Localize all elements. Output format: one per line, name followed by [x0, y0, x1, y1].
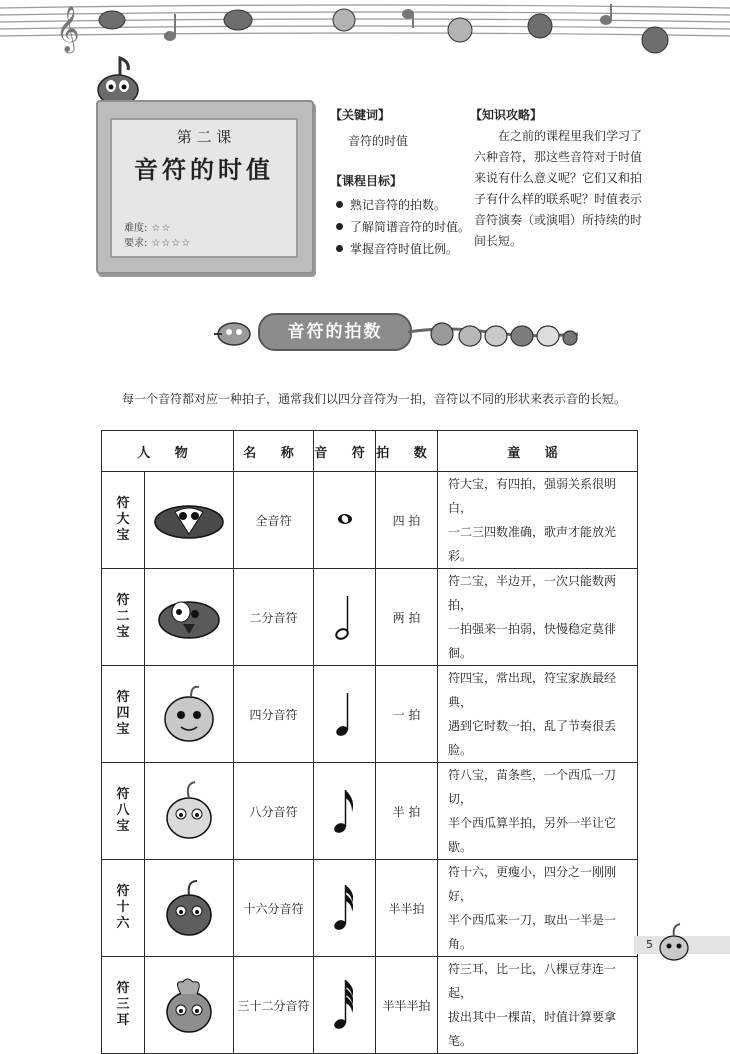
note-name: 三十二分音符: [234, 957, 314, 1054]
rhyme-line: 拔出其中一棵苗，时值计算要拿笔。: [448, 1010, 617, 1048]
quarter-note-icon: [330, 685, 360, 741]
fubabao-icon: [153, 780, 225, 840]
music-staff-banner: [0, 0, 730, 60]
character-name-text: 符 大 宝: [116, 496, 130, 543]
sixteenth-note-icon: [330, 879, 360, 935]
thirtysecond-note-icon: [330, 976, 360, 1032]
rhyme-line: 一拍强来一拍弱，快慢稳定莫徘徊。: [448, 622, 617, 660]
rhyme-line: 符四宝，常出现，符宝家族最经典，: [448, 671, 617, 709]
nursery-rhyme: [438, 569, 638, 666]
character-name-text: 符 十 六: [116, 884, 130, 931]
mascot-icon: [96, 56, 152, 106]
requirement-label: 要求:: [124, 238, 148, 249]
character-name: [102, 472, 145, 569]
goal-item: 掌握音符时值比例。: [334, 238, 470, 260]
note-name: 十六分音符: [234, 860, 314, 957]
goal-item: 熟记音符的拍数。: [334, 194, 470, 216]
rhyme-line: 符十六，更瘦小，四分之一刚刚好，: [448, 865, 617, 903]
nursery-rhyme: [438, 763, 638, 860]
nursery-rhyme: [438, 666, 638, 763]
character-name: [102, 860, 145, 957]
character-image: [145, 860, 234, 957]
character-image: [145, 957, 234, 1054]
character-image: [145, 472, 234, 569]
note-name: 四分音符: [234, 666, 314, 763]
keywords-heading: 【关键词】: [330, 108, 391, 122]
header-song: 童 谣: [438, 431, 638, 472]
table-row: [102, 957, 638, 1054]
beat-count: 两 拍: [376, 569, 438, 666]
banner-characters-icon: [408, 312, 578, 352]
whole-note-icon: [330, 494, 360, 544]
lesson-number: 第 二 课: [176, 128, 232, 146]
header-note: 音 符: [314, 431, 376, 472]
header-character: 人 物: [102, 431, 234, 472]
beat-count: 四 拍: [376, 472, 438, 569]
rhyme-line: 半个西瓜来一刀，取出一半是一角。: [448, 913, 617, 951]
page-mascot-icon: [656, 922, 692, 962]
beat-count: 半半半拍: [376, 957, 438, 1054]
rhyme-line: 半个西瓜算半拍，另外一半让它歇。: [448, 816, 617, 854]
beat-count: 一 拍: [376, 666, 438, 763]
goals-heading: 【课程目标】: [330, 174, 403, 188]
goals-list: [334, 194, 470, 260]
note-symbol: [314, 763, 376, 860]
treble-clef-icon: 𝄞: [56, 6, 80, 52]
half-note-icon: [330, 588, 360, 644]
rhyme-line: 符八宝，苗条些，一个西瓜一刀切，: [448, 768, 617, 806]
nursery-rhyme: [438, 957, 638, 1054]
note-symbol: [314, 666, 376, 763]
knowledge-text: 在之前的课程里我们学习了六种音符，那这些音符对于时值来说有什么意义呢？它们又和拍子有什么样的联系呢？时值表示音符演奏（或演唱）所持续的时间长短。: [474, 129, 643, 248]
character-name-text: 符 二 宝: [116, 593, 130, 640]
character-image: [145, 763, 234, 860]
rhyme-line: 一二三四数准确，歌声才能放光彩。: [448, 525, 617, 563]
note-symbol: [314, 472, 376, 569]
character-image: [145, 569, 234, 666]
character-name-text: 符 四 宝: [116, 690, 130, 737]
note-beats-table: [101, 430, 638, 1054]
lesson-title: 音符的时值: [134, 156, 274, 184]
note-name: 二分音符: [234, 569, 314, 666]
fusaner-icon: [153, 974, 225, 1034]
difficulty-stars: ☆☆: [151, 223, 172, 234]
table-header-row: [102, 431, 638, 472]
table-row: [102, 860, 638, 957]
table-row: [102, 569, 638, 666]
note-symbol: [314, 860, 376, 957]
character-name: [102, 666, 145, 763]
nursery-rhyme: [438, 472, 638, 569]
character-image: [145, 666, 234, 763]
intro-text: 每一个音符都对应一种拍子，通常我们以四分音符为一拍，音符以不同的形状来表示音的长短。: [122, 392, 627, 406]
rhyme-line: 符三耳，比一比，八棵豆芽连一起，: [448, 962, 617, 1000]
fudabao-icon: [153, 494, 225, 544]
character-name: [102, 569, 145, 666]
requirement-stars: ☆☆☆☆: [151, 238, 192, 249]
character-name-text: 符 八 宝: [116, 787, 130, 834]
rhyme-line: 符二宝，半边开，一次只能数两拍，: [448, 574, 617, 612]
fushiliu-icon: [153, 877, 225, 937]
rhyme-line: 符大宝，有四拍，强弱关系很明白，: [448, 477, 617, 515]
header-beats: 拍 数: [376, 431, 438, 472]
table-row: [102, 763, 638, 860]
note-symbol: [314, 569, 376, 666]
fusibao-icon: [153, 683, 225, 743]
goal-item: 了解简谱音符的时值。: [334, 216, 470, 238]
difficulty-row: [124, 219, 171, 234]
character-name-text: 符 三 耳: [116, 981, 130, 1028]
staff-characters-icon: [99, 9, 668, 53]
table-row: [102, 666, 638, 763]
note-name: 全音符: [234, 472, 314, 569]
note-name: 八分音符: [234, 763, 314, 860]
note-symbol: [314, 957, 376, 1054]
rhyme-line: 遇到它时数一拍，乱了节奏很丢脸。: [448, 719, 617, 757]
keywords-value: 音符的时值: [348, 134, 409, 148]
beat-count: 半 拍: [376, 763, 438, 860]
table-row: [102, 472, 638, 569]
character-name: [102, 763, 145, 860]
requirement-row: [124, 234, 191, 249]
header-name: 名 称: [234, 431, 314, 472]
nursery-rhyme: [438, 860, 638, 957]
knowledge-heading: 【知识攻略】: [470, 108, 543, 122]
eighth-note-icon: [330, 782, 360, 838]
fuerbao-icon: [153, 588, 225, 644]
character-name: [102, 957, 145, 1054]
difficulty-label: 难度:: [124, 223, 148, 234]
page-number: 5: [646, 938, 653, 951]
banner-mascot-left-icon: [212, 312, 258, 348]
beat-count: 半半拍: [376, 860, 438, 957]
section-title: 音符的拍数: [258, 313, 412, 351]
